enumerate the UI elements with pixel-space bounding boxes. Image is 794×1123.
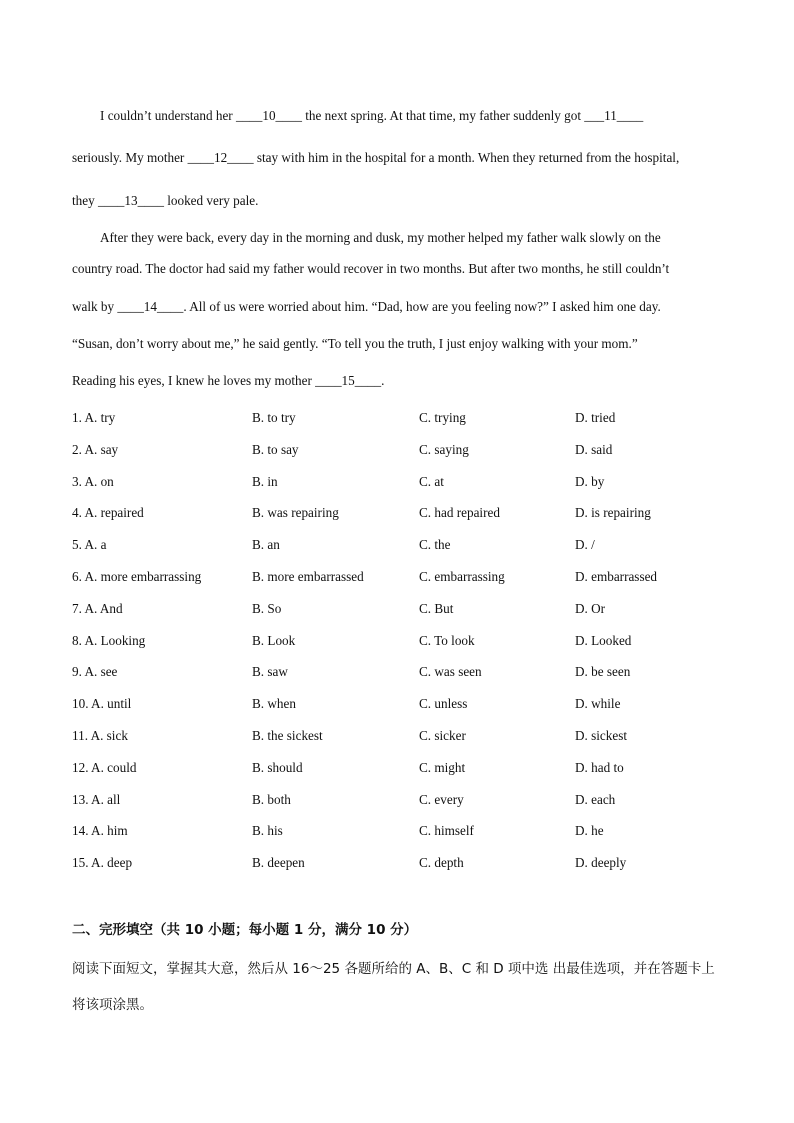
- option-d: D. said: [575, 442, 613, 457]
- option-d: D. is repairing: [575, 505, 651, 520]
- option-b: B. an: [252, 537, 280, 552]
- question-options-row: [72, 792, 722, 810]
- option-c: C. But: [419, 601, 454, 616]
- question-options-row: [72, 537, 722, 555]
- option-b: B. in: [252, 474, 278, 489]
- option-b: B. both: [252, 792, 291, 807]
- option-d: D. embarrassed: [575, 569, 658, 584]
- option-b: B. more embarrassed: [252, 569, 364, 584]
- passage-line: country road. The doctor had said my father would recover in two months. But after two months, he still couldn’t: [72, 261, 670, 276]
- option-b: B. when: [252, 696, 296, 711]
- option-a: 8. A. Looking: [72, 633, 146, 648]
- option-a: 5. A. a: [72, 537, 107, 552]
- option-d: D. /: [575, 537, 595, 552]
- question-options-row: [72, 474, 722, 492]
- option-c: C. had repaired: [419, 505, 500, 520]
- option-a: 2. A. say: [72, 442, 119, 457]
- section-instruction: 阅读下面短文，掌握其大意，然后从 16～25 各题所给的 A、B、C 和 D 项中选 出最佳选项，并在答题卡上: [72, 961, 715, 977]
- option-d: D. while: [575, 696, 621, 711]
- option-c: C. every: [419, 792, 464, 807]
- passage-line: I couldn’t understand her ____10____ the next spring. At that time, my father suddenly got ___11____: [100, 108, 644, 123]
- option-b: B. Look: [252, 633, 296, 648]
- option-c: C. at: [419, 474, 444, 489]
- option-c: C. himself: [419, 823, 474, 838]
- option-a: 1. A. try: [72, 410, 116, 425]
- question-options-row: [72, 505, 722, 523]
- option-b: B. deepen: [252, 855, 305, 870]
- question-options-row: [72, 855, 722, 873]
- option-a: 9. A. see: [72, 664, 118, 679]
- option-c: C. the: [419, 537, 451, 552]
- option-d: D. Or: [575, 601, 606, 616]
- option-c: C. might: [419, 760, 466, 775]
- option-b: B. saw: [252, 664, 288, 679]
- question-options-row: [72, 442, 722, 460]
- option-a: 14. A. him: [72, 823, 128, 838]
- option-a: 7. A. And: [72, 601, 123, 616]
- option-b: B. to try: [252, 410, 296, 425]
- option-d: D. by: [575, 474, 605, 489]
- option-d: D. had to: [575, 760, 624, 775]
- section-instruction: 将该项涂黑。: [72, 997, 153, 1013]
- option-a: 13. A. all: [72, 792, 121, 807]
- question-options-row: [72, 664, 722, 682]
- section-heading: 二、完形填空（共 10 小题；每小题 1 分，满分 10 分）: [72, 922, 418, 938]
- question-options-row: [72, 569, 722, 587]
- option-a: 10. A. until: [72, 696, 132, 711]
- option-c: C. was seen: [419, 664, 482, 679]
- option-d: D. sickest: [575, 728, 628, 743]
- option-c: C. saying: [419, 442, 469, 457]
- passage-line: seriously. My mother ____12____ stay with him in the hospital for a month. When they returned from the hospital,: [72, 150, 680, 165]
- option-a: 11. A. sick: [72, 728, 128, 743]
- option-d: D. Looked: [575, 633, 632, 648]
- option-b: B. So: [252, 601, 282, 616]
- option-c: C. depth: [419, 855, 464, 870]
- option-b: B. the sickest: [252, 728, 323, 743]
- option-c: C. unless: [419, 696, 468, 711]
- question-options-row: [72, 633, 722, 651]
- question-options-row: [72, 823, 722, 841]
- passage-line: After they were back, every day in the morning and dusk, my mother helped my father walk slowly on the: [100, 230, 661, 245]
- option-c: C. trying: [419, 410, 466, 425]
- passage-line: “Susan, don’t worry about me,” he said gently. “To tell you the truth, I just enjoy walking with your mom.”: [72, 336, 638, 351]
- option-c: C. sicker: [419, 728, 466, 743]
- option-c: C. To look: [419, 633, 475, 648]
- option-b: B. should: [252, 760, 303, 775]
- passage-line: Reading his eyes, I knew he loves my mother ____15____.: [72, 373, 385, 388]
- option-a: 12. A. could: [72, 760, 137, 775]
- option-a: 4. A. repaired: [72, 505, 144, 520]
- question-options-row: [72, 696, 722, 714]
- question-options-row: [72, 601, 722, 619]
- option-b: B. was repairing: [252, 505, 339, 520]
- option-b: B. to say: [252, 442, 299, 457]
- passage-line: walk by ____14____. All of us were worried about him. “Dad, how are you feeling now?” I asked him one day.: [72, 299, 661, 314]
- option-d: D. deeply: [575, 855, 627, 870]
- option-a: 6. A. more embarrassing: [72, 569, 202, 584]
- option-d: D. be seen: [575, 664, 631, 679]
- option-d: D. each: [575, 792, 616, 807]
- option-b: B. his: [252, 823, 283, 838]
- option-a: 3. A. on: [72, 474, 114, 489]
- option-d: D. he: [575, 823, 604, 838]
- question-options-row: [72, 728, 722, 746]
- question-options-row: [72, 760, 722, 778]
- option-c: C. embarrassing: [419, 569, 505, 584]
- option-d: D. tried: [575, 410, 616, 425]
- question-options-row: [72, 410, 722, 428]
- passage-line: they ____13____ looked very pale.: [72, 193, 259, 208]
- option-a: 15. A. deep: [72, 855, 133, 870]
